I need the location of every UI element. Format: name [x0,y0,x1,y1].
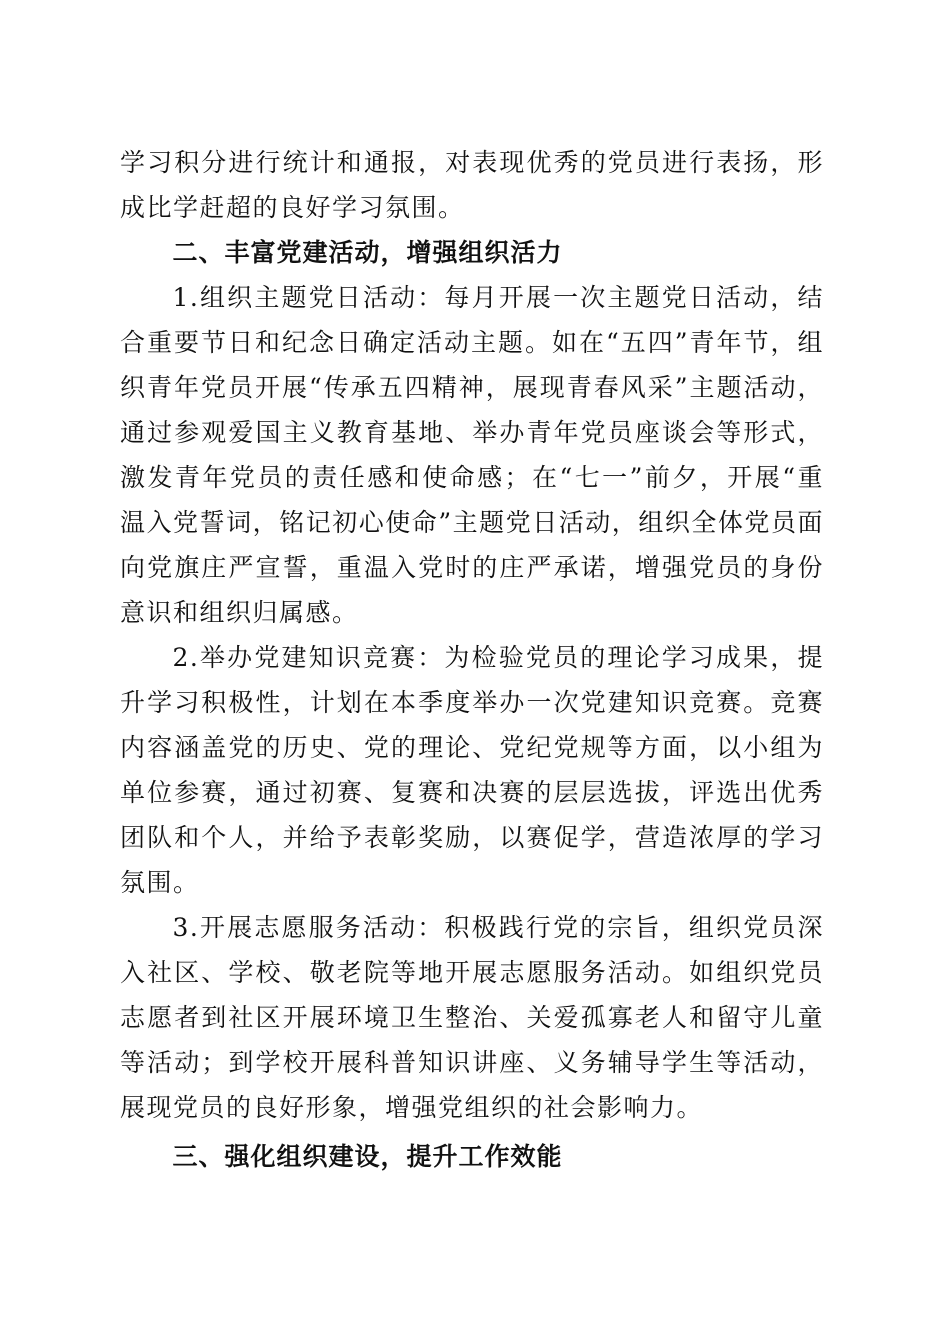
item-2-paragraph: 2.举办党建知识竞赛：为检验党员的理论学习成果，提升学习积极性，计划在本季度举办一次党建知识竞赛。竞赛内容涵盖党的历史、党的理论、党纪党规等方面，以小组为单位参赛，通过初赛、复赛和决赛的层层选拔，评选出优秀团队和个人，并给予表彰奖励，以赛促学，营造浓厚的学习氛围。 [120,643,824,897]
item-3-paragraph: 3.开展志愿服务活动：积极践行党的宗旨，组织党员深入社区、学校、敬老院等地开展志愿服务活动。如组织党员志愿者到社区开展环境卫生整治、关爱孤寡老人和留守儿童等活动；到学校开展科普知识讲座、义务辅导学生等活动，展现党员的良好形象，增强党组织的社会影响力。 [120,913,824,1122]
document-body [120,140,824,1179]
section-2-heading: 二、丰富党建活动，增强组织活力 [172,238,563,267]
continuation-paragraph: 学习积分进行统计和通报，对表现优秀的党员进行表扬，形成比学赶超的良好学习氛围。 [120,148,824,222]
section-3-heading: 三、强化组织建设，提升工作效能 [172,1142,563,1171]
item-1-paragraph: 1.组织主题党日活动：每月开展一次主题党日活动，结合重要节日和纪念日确定活动主题。如在“五四”青年节，组织青年党员开展“传承五四精神，展现青春风采”主题活动，通过参观爱国主义教育基地、举办青年党员座谈会等形式，激发青年党员的责任感和使命感；在“七一”前夕，开展“重温入党誓词，铭记初心使命”主题党日活动，组织全体党员面向党旗庄严宣誓，重温入党时的庄严承诺，增强党员的身份意识和组织归属感。 [120,283,824,627]
